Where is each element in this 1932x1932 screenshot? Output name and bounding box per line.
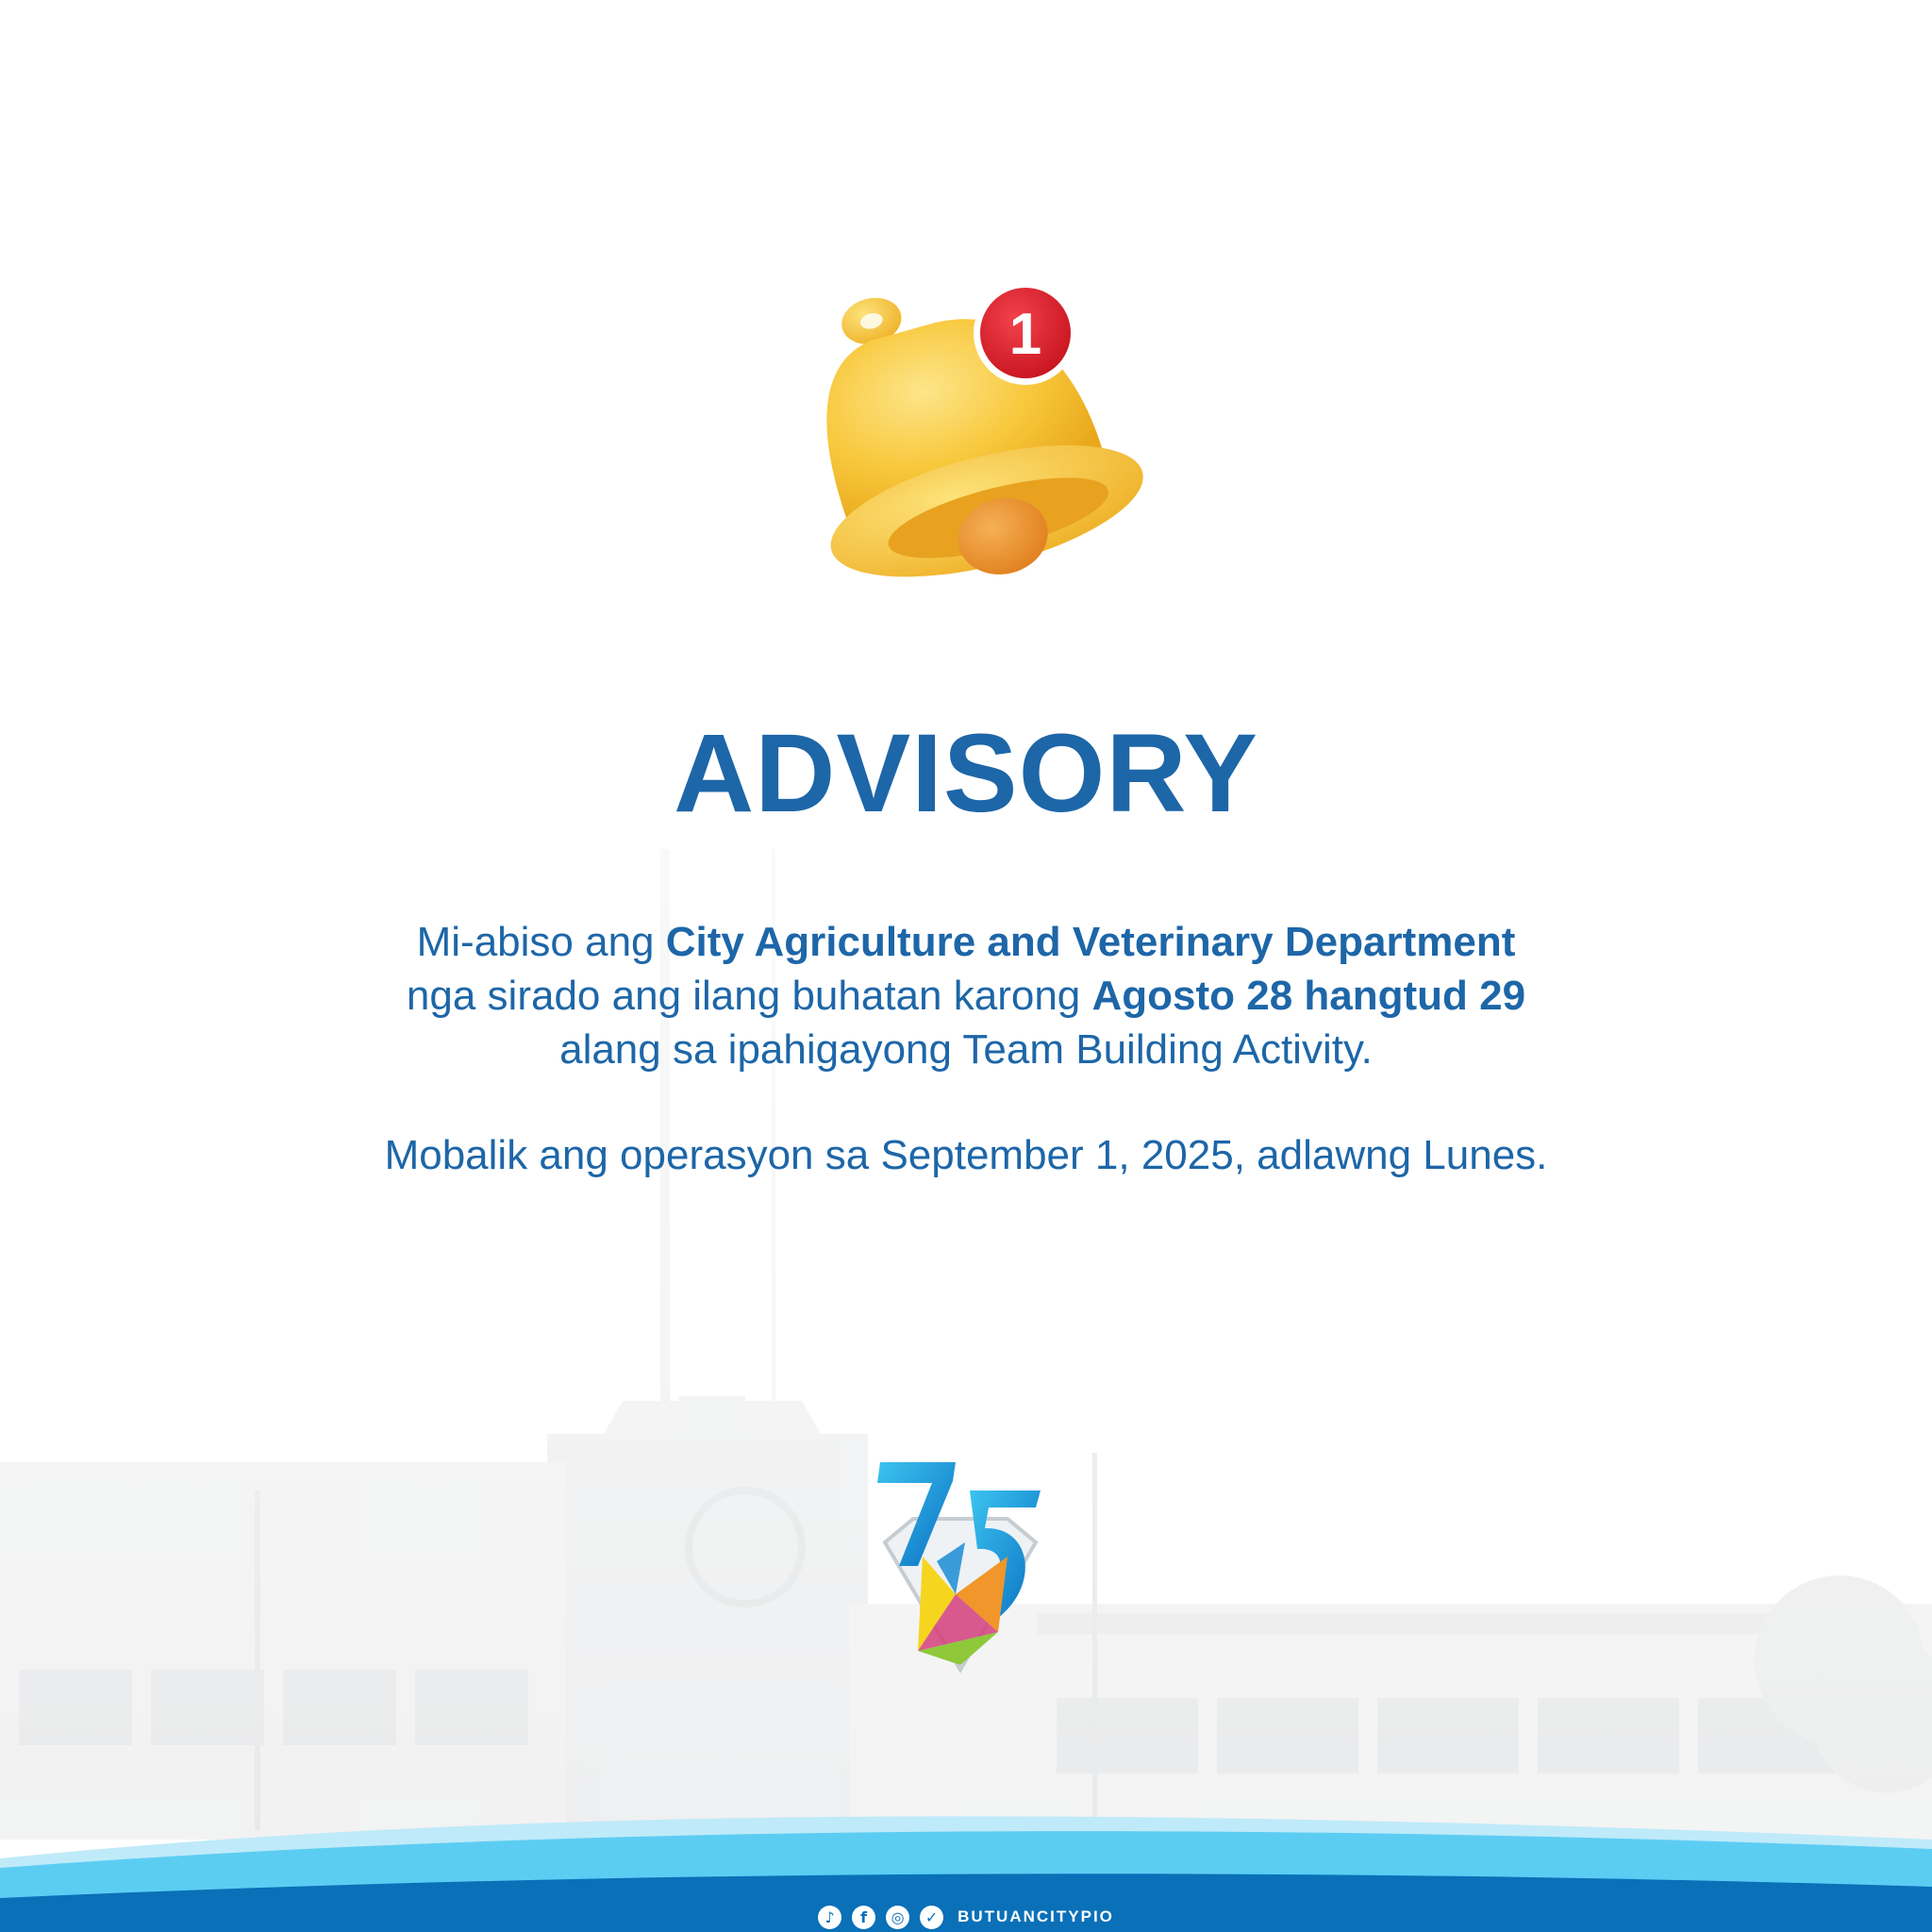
department-name: City Agriculture and Veterinary Department <box>665 919 1516 965</box>
message-line-2 <box>189 969 1743 1023</box>
bell-notification-icon <box>797 259 1174 641</box>
advisory-title: ADVISORY <box>674 711 1258 836</box>
message-line-3: alang sa ipahigayong Team Building Activity. <box>559 1026 1373 1073</box>
advisory-message <box>189 915 1743 1182</box>
message-line-1 <box>189 915 1743 969</box>
tiktok-icon[interactable]: ♪ <box>818 1906 841 1929</box>
closure-dates: Agosto 28 hangtud 29 <box>1091 973 1526 1019</box>
resumption-notice: Mobalik ang operasyon sa September 1, 2025, adlawng Lunes. <box>384 1132 1548 1178</box>
social-footer <box>0 1904 1932 1930</box>
anniversary-75-logo <box>866 1453 1055 1679</box>
message-line-1-text: Mi-abiso ang <box>416 919 666 965</box>
twitter-icon[interactable]: ✓ <box>920 1906 943 1929</box>
instagram-icon[interactable]: ◎ <box>886 1906 909 1929</box>
social-handle[interactable]: BUTUANCITYPIO <box>958 1907 1114 1925</box>
facebook-icon[interactable]: f <box>852 1906 875 1929</box>
badge-count: 1 <box>1008 302 1042 367</box>
message-line-2-text: nga sirado ang ilang buhatan karong <box>406 973 1092 1019</box>
